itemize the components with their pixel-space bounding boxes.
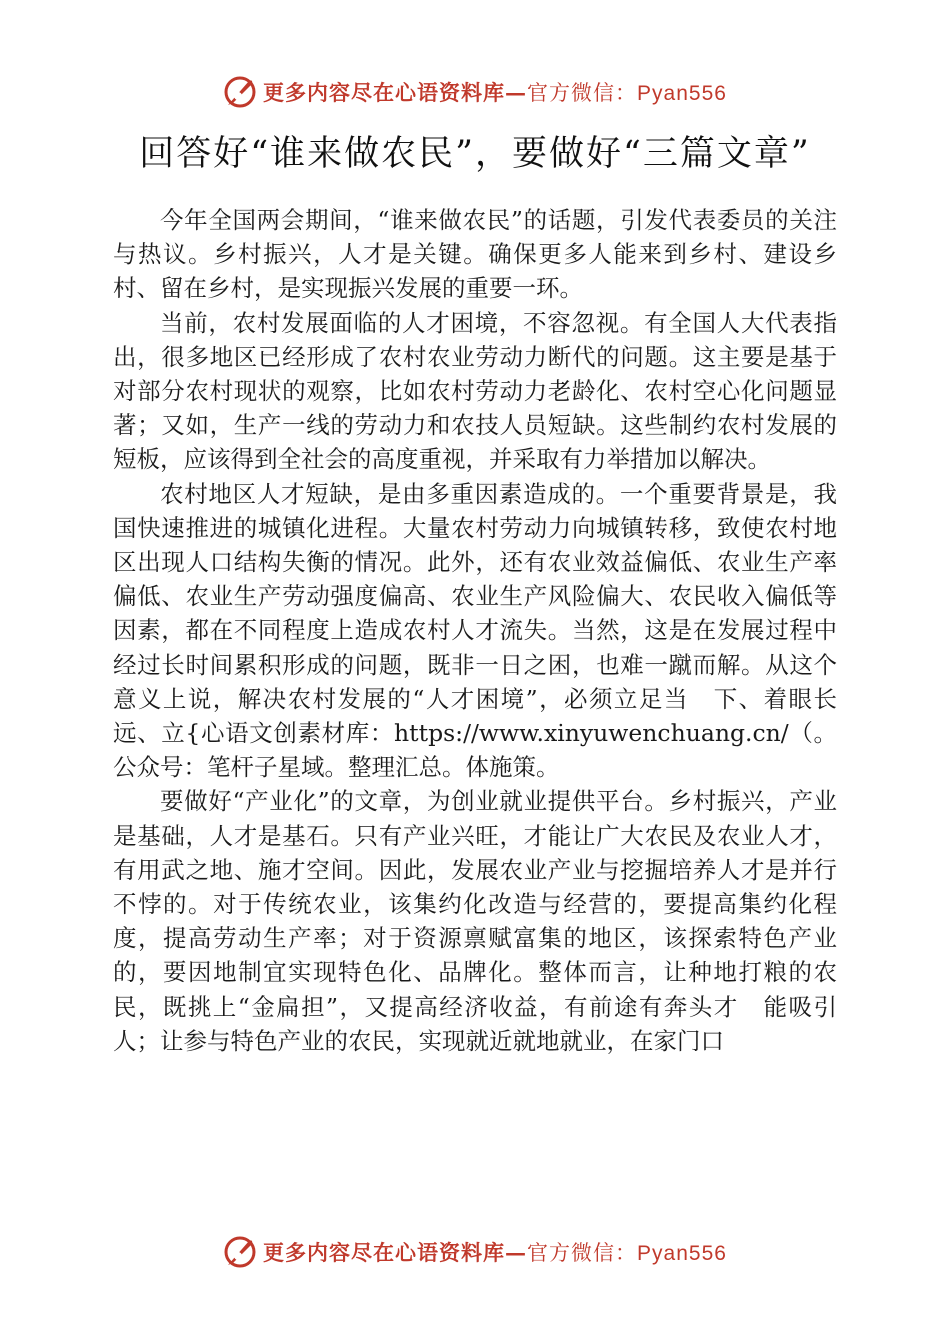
- paragraph: 今年全国两会期间，“谁来做农民”的话题，引发代表委员的关注与热议。乡村振兴，人才是关键。确保更多人能来到乡村、建设乡村、留在乡村，是实现振兴发展的重要一环。: [113, 206, 837, 303]
- article-body: [113, 203, 837, 1058]
- paragraph: 要做好“产业化”的文章，为创业就业提供平台。乡村振兴，产业是基础，人才是基石。只有产业兴旺，才能让广大农民及农业人才，有用武之地、施才空间。因此，发展农业产业与挖掘培养人才是并行不悖的。对于传统农业，该集约化改造与经营的，要提高集约化程度，提高劳动生产率；对于资源禀赋富集的地区，该探索特色产业的，要因地制宜实现特色化、品牌化。整体而言，让种地打粮的农民，既挑上“金扁担”，又提高经济收益，有前途有奔头才 能吸引人；让参与特色产业的农民，实现就近就地就业，在家门口: [113, 787, 837, 1055]
- watermark-text: 更多内容尽在心语资料库—官方微信：Pyan556: [263, 80, 727, 105]
- footer-watermark: [0, 1232, 950, 1272]
- quill-pen-circle-icon: [223, 75, 257, 109]
- watermark-text: 更多内容尽在心语资料库—官方微信：Pyan556: [263, 1240, 727, 1265]
- header-watermark: [0, 72, 950, 112]
- paragraph: 当前，农村发展面临的人才困境，不容忽视。有全国人大代表指出，很多地区已经形成了农村农业劳动力断代的问题。这主要是基于对部分农村现状的观察，比如农村劳动力老龄化、农村空心化问题显著；又如，生产一线的劳动力和农技人员短缺。这些制约农村发展的短板，应该得到全社会的高度重视，并采取有力举措加以解决。: [113, 308, 837, 474]
- paragraph: 农村地区人才短缺，是由多重因素造成的。一个重要背景是，我国快速推进的城镇化进程。大量农村劳动力向城镇转移，致使农村地区出现人口结构失衡的情况。此外，还有农业效益偏低、农业生产率偏低、农业生产劳动强度偏高、农业生产风险偏大、农民收入偏低等因素，都在不同程度上造成农村人才流失。当然，这是在发展过程中经过长时间累积形成的问题，既非一日之困，也难一蹴而解。从这个意义上说，解决农村发展的“人才困境”，必须立足当 下、着眼长远、立{心语文创素材库：https://www.xinyuwenchuang.cn/（。公众号：笔杆子星域。整理汇总。体施策。: [113, 479, 837, 782]
- quill-pen-circle-icon: [223, 1235, 257, 1269]
- article-title: 回答好“谁来做农民”，要做好“三篇文章”: [139, 134, 811, 174]
